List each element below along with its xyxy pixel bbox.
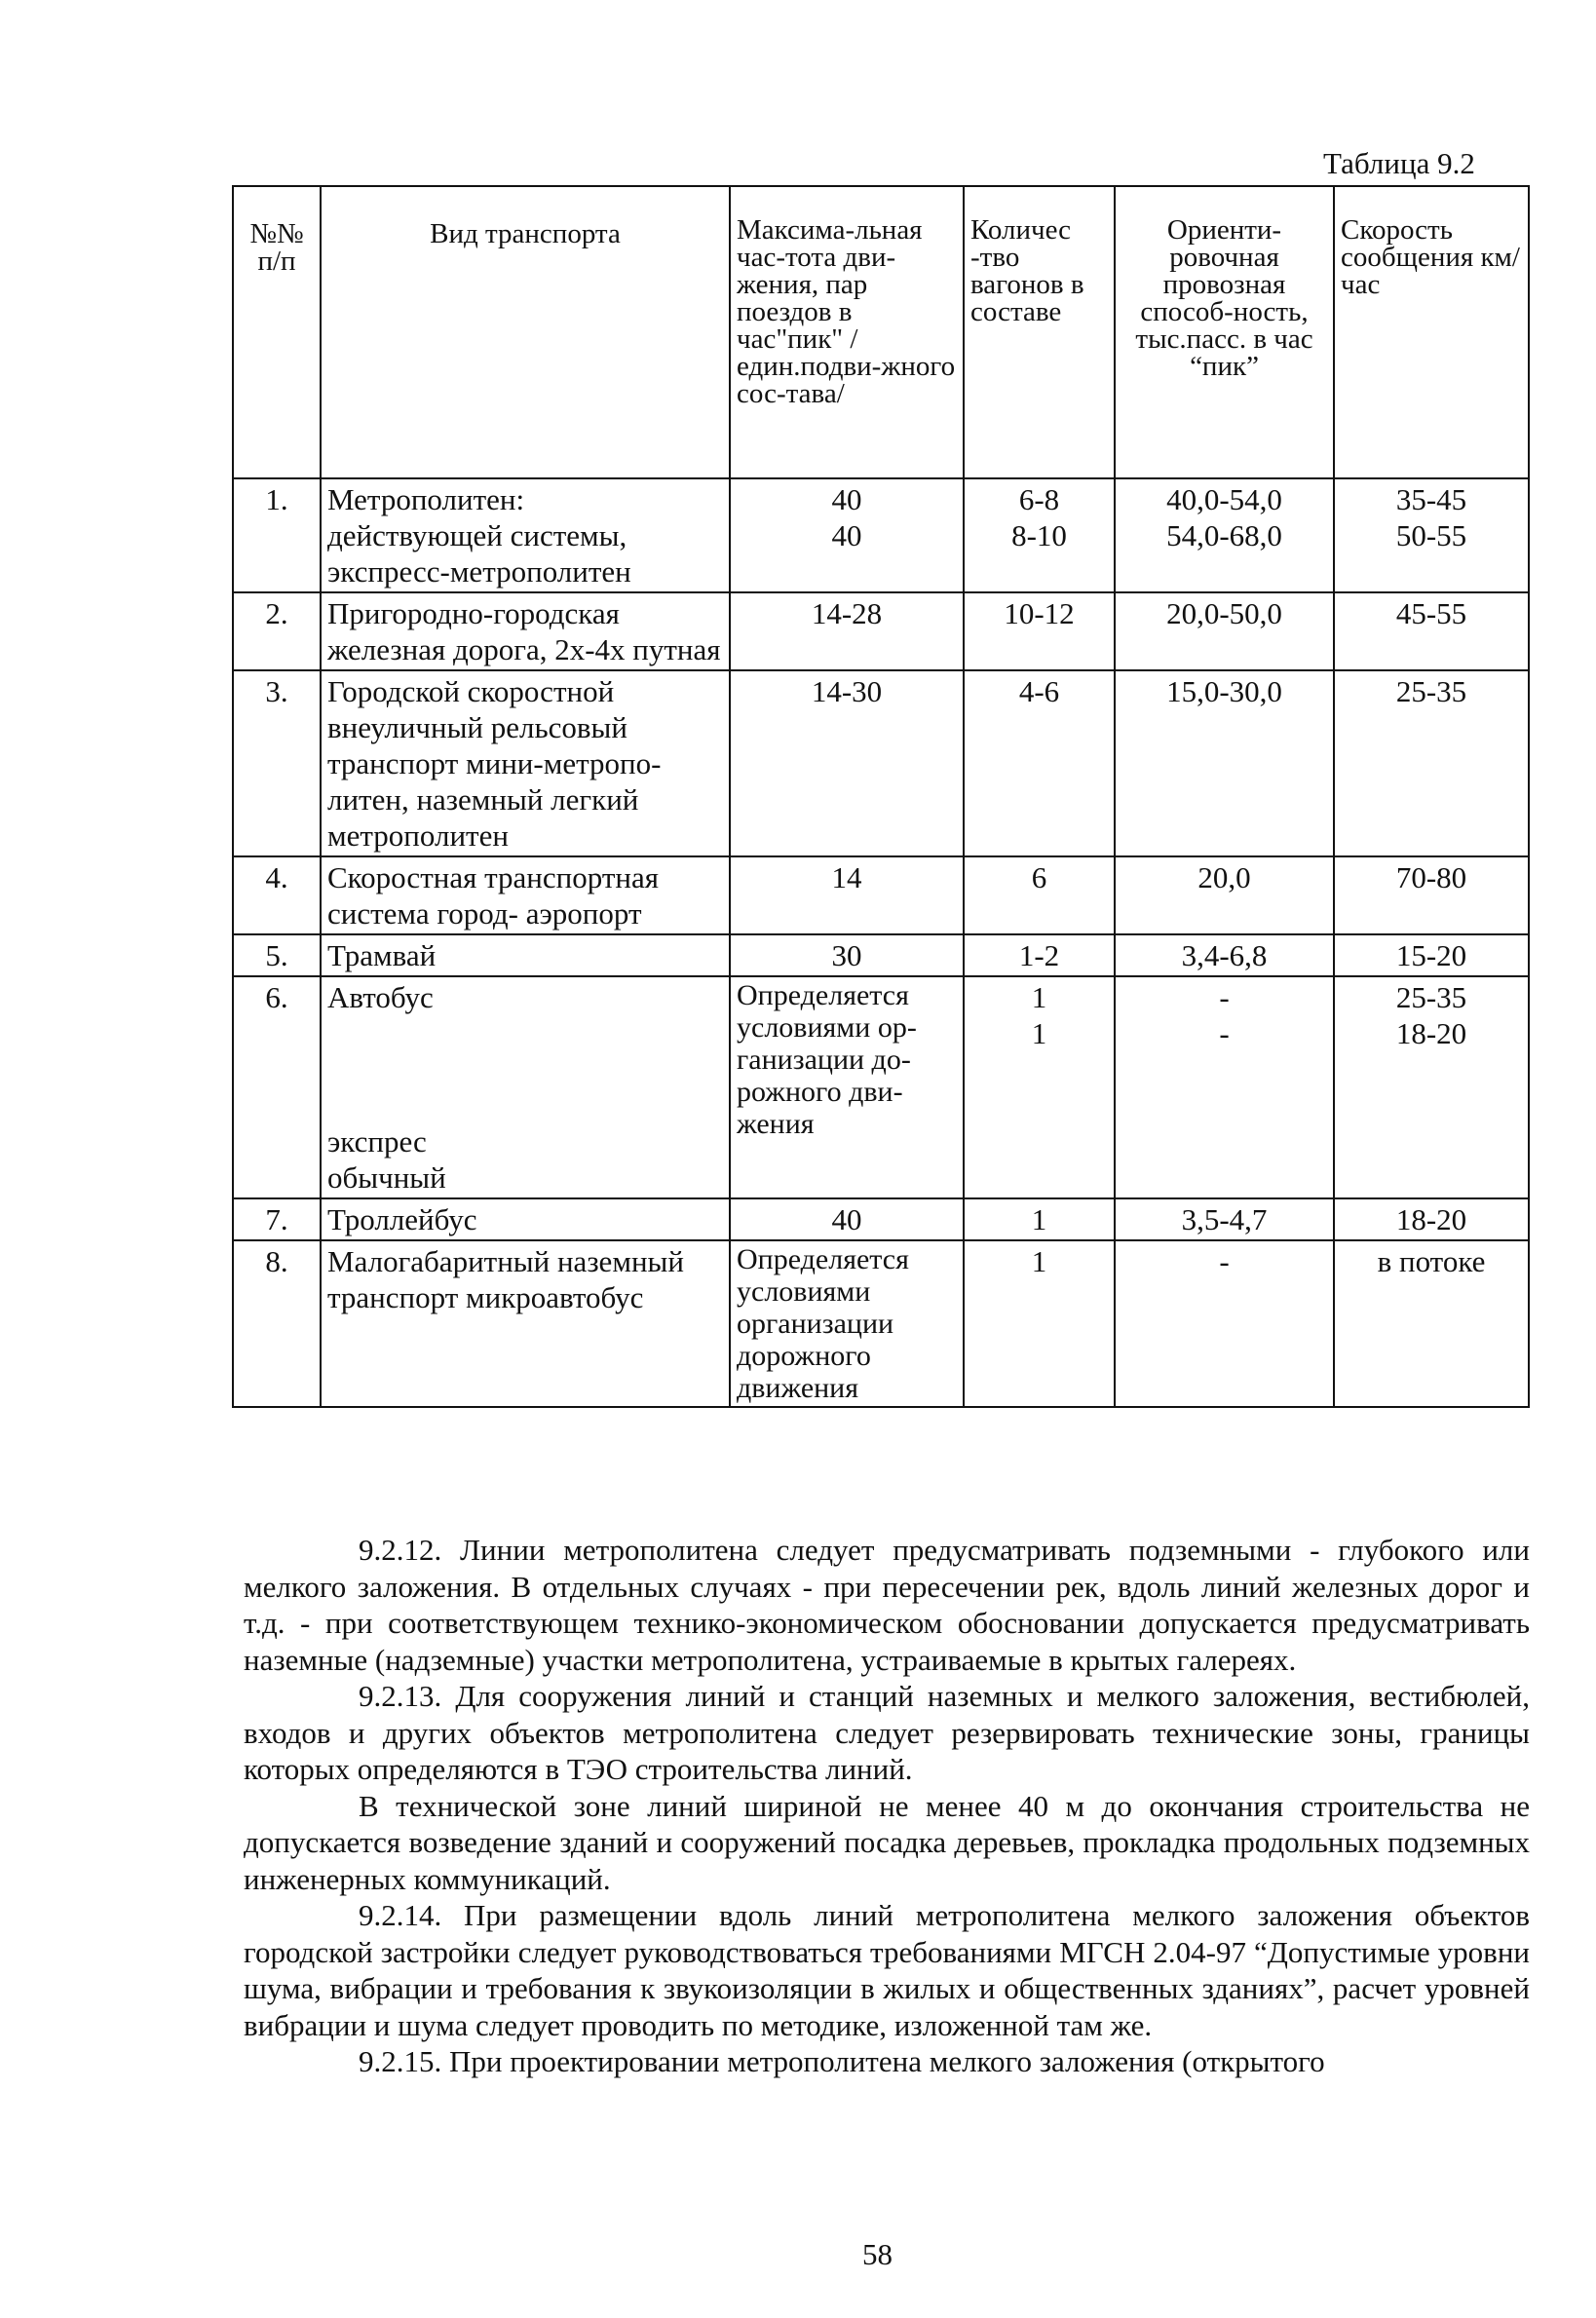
cell-cars: 1 [964,1240,1115,1407]
header-type: Вид транспорта [321,186,730,478]
cell-capacity: - [1219,1016,1230,1050]
cell-capacity: 40,0-54,0 [1166,482,1282,516]
row-title: Метрополитен: [327,482,525,516]
table-row [233,670,1529,856]
cell-capacity: 20,0 [1115,856,1334,934]
cell-cars: 1 [964,1198,1115,1240]
table-row [233,1240,1529,1407]
row-title: Автобус [327,980,434,1014]
cell-speed: 45-55 [1334,592,1529,670]
row-num: 1. [233,478,321,592]
transport-table [232,185,1530,1408]
cell-freq: 14-30 [730,670,964,856]
table-caption: Таблица 9.2 [1323,146,1475,180]
cell-cars: 4-6 [964,670,1115,856]
cell-capacity: 3,5-4,7 [1115,1198,1334,1240]
row-num: 7. [233,1198,321,1240]
body-text [244,1532,1530,2080]
row-name: Скоростная транспортная система город- аэропорт [321,856,730,934]
paragraph: 9.2.12. Линии метрополитена следует предусматривать подземными - глубокого или мелкого заложения. В отдельных случаях - при пересечении рек, вдоль линий железных дорог и т.д. - при соответствующем технико-экономическом обосновании допускается предусматривать наземные (надземные) участки метрополитена, устраиваемые в крытых галереях. [244,1533,1530,1677]
cell-speed: 18-20 [1395,1016,1467,1050]
row-num: 6. [233,976,321,1198]
cell-speed: в потоке [1334,1240,1529,1407]
cell-freq: 40 [831,482,862,516]
cell-freq: 14 [730,856,964,934]
row-sub-name: действующей системы, [327,518,627,552]
row-num: 3. [233,670,321,856]
cell-cars: 1 [1031,980,1047,1014]
paragraph: В технической зоне линий шириной не менее 40 м до окончания строительства не допускается возведение зданий и сооружений посадка деревьев, прокладка продольных подземных инженерных коммуникаций. [244,1788,1530,1896]
header-freq: Максима-льная час-тота дви-жения, пар поездов в час"пик" /един.подви-жного сос-тава/ [730,186,964,478]
row-sub-name: экспресс-метрополитен [327,554,631,589]
paragraph: 9.2.13. Для сооружения линий и станций наземных и мелкого заложения, вестибюлей, входов и других объектов метрополитена следует резервировать технические зоны, границы которых определяются в ТЭО строительства линий. [244,1679,1530,1786]
cell-speed: 25-35 [1395,980,1467,1014]
cell-freq: Определяется условиями ор-ганизации до-рожного дви-жения [730,976,964,1198]
table-row [233,934,1529,976]
cell-speed: 70-80 [1334,856,1529,934]
cell-capacity: 54,0-68,0 [1166,518,1282,552]
header-capacity: Ориенти-ровочная провозная способ-ность, тыс.пасс. в час “пик” [1115,186,1334,478]
cell-speed: 25-35 [1334,670,1529,856]
cell-capacity: 3,4-6,8 [1115,934,1334,976]
cell-capacity: 15,0-30,0 [1115,670,1334,856]
cell-speed: 15-20 [1334,934,1529,976]
cell-freq: Определяется условиями организации дорожного движения [730,1240,964,1407]
row-num: 4. [233,856,321,934]
cell-freq: 40 [730,1198,964,1240]
row-sub-name: обычный [327,1160,446,1195]
cell-cars: 10-12 [964,592,1115,670]
row-num: 2. [233,592,321,670]
cell-cars: 8-10 [1011,518,1067,552]
table-row [233,976,1529,1198]
table-header-row [233,186,1529,478]
page-number: 58 [862,2237,893,2271]
cell-speed: 18-20 [1334,1198,1529,1240]
row-sub-name: экспрес [327,1124,427,1159]
header-num: №№ п/п [233,186,321,478]
cell-capacity: 20,0-50,0 [1115,592,1334,670]
cell-cars: 1 [1031,1016,1047,1050]
cell-freq: 30 [730,934,964,976]
table-row [233,856,1529,934]
cell-speed: 50-55 [1395,518,1467,552]
row-num: 8. [233,1240,321,1407]
table-row [233,478,1529,592]
cell-capacity: - [1115,1240,1334,1407]
header-speed: Скорость сообщения км/час [1334,186,1529,478]
table-row [233,1198,1529,1240]
cell-cars: 6-8 [1018,482,1060,516]
cell-cars: 1-2 [964,934,1115,976]
header-cars: Количес -тво вагонов в составе [964,186,1115,478]
cell-capacity: - [1219,980,1230,1014]
paragraph: 9.2.14. При размещении вдоль линий метрополитена мелкого заложения объектов городской застройки следует руководствоваться требованиями МГСН 2.04-97 “Допустимые уровни шума, вибрации и требования к звукоизоляции в жилых и общественных зданиях”, расчет уровней вибрации и шума следует проводить по методике, изложенной там же. [244,1898,1530,2042]
cell-cars: 6 [964,856,1115,934]
paragraph: 9.2.15. При проектировании метрополитена мелкого заложения (открытого [359,2044,1325,2078]
row-name: Троллейбус [321,1198,730,1240]
row-name: Малогабаритный наземный транспорт микроавтобус [321,1240,730,1407]
cell-freq: 40 [831,518,862,552]
row-name: Городской скоростной внеуличный рельсовый транспорт мини-метропо-литен, наземный легкий метрополитен [321,670,730,856]
cell-speed: 35-45 [1395,482,1467,516]
row-name: Пригородно-городская железная дорога, 2х-4х путная [321,592,730,670]
row-name: Трамвай [321,934,730,976]
row-num: 5. [233,934,321,976]
table-row [233,592,1529,670]
cell-freq: 14-28 [730,592,964,670]
